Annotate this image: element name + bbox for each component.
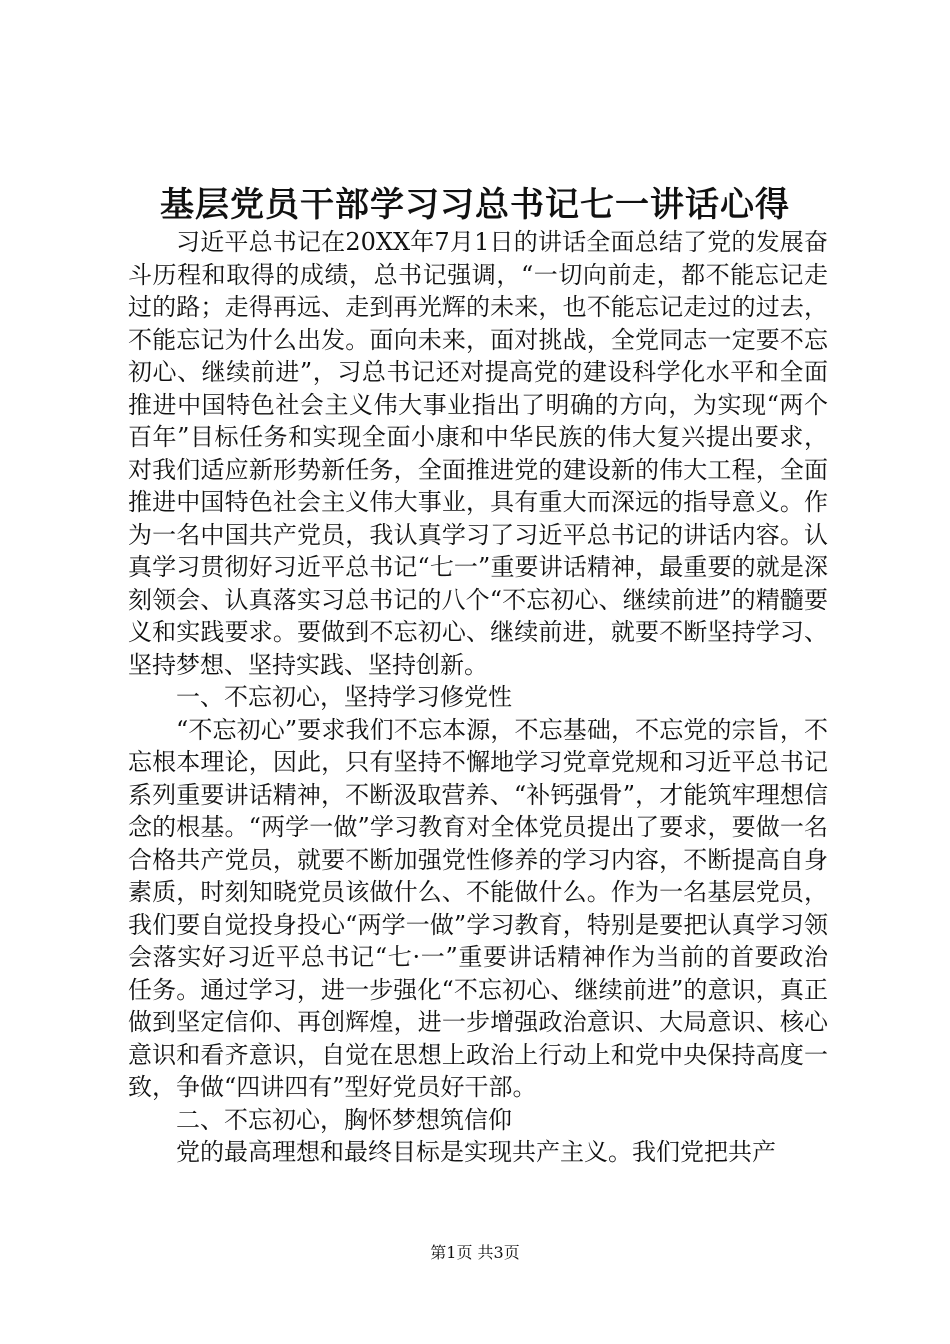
paragraph-section-2: 党的最高理想和最终目标是实现共产主义。我们党把共产 [176, 1138, 776, 1166]
section-heading-1: 一、不忘初心，坚持学习修党性 [176, 683, 512, 711]
page-footer: 第1页 共3页 [430, 1243, 520, 1262]
paragraph-intro: 习近平总书记在20XX年7月1日的讲话全面总结了党的发展奋斗历程和取得的成绩，总书记强调，“一切向前走，都不能忘记走过的路；走得再远、走到再光辉的未来，也不能忘记走过的过去，不能忘记为什么出发。面向未来，面对挑战，全党同志一定要不忘初心、继续前进”，习总书记还对提高党的建设科学化水平和全面推进中国特色社会主义伟大事业指出了明确的方向，为实现“两个百年”目标任务和实现全面小康和中华民族的伟大复兴提出要求，对我们适应新形势新任务，全面推进党的建设新的伟大工程，全面推进中国特色社会主义伟大事业，具有重大而深远的指导意义。作为一名中国共产党员，我认真学习了习近平总书记的讲话内容。认真学习贯彻好习近平总书记“七一”重要讲话精神，最重要的就是深刻领会、认真落实习总书记的八个“不忘初心、继续前进”的精髓要义和实践要求。要做到不忘初心、继续前进，就要不断坚持学习、坚持梦想、坚持实践、坚持创新。 [128, 228, 828, 679]
document-body [128, 226, 828, 1169]
document-title: 基层党员干部学习习总书记七一讲话心得 [160, 185, 790, 225]
section-heading-2: 二、不忘初心，胸怀梦想筑信仰 [176, 1105, 512, 1134]
paragraph-section-1: “不忘初心”要求我们不忘本源，不忘基础，不忘党的宗旨，不忘根本理论，因此，只有坚持不懈地学习党章党规和习近平总书记系列重要讲话精神，不断汲取营养、“补钙强骨”，才能筑牢理想信念的根基。“两学一做”学习教育对全体党员提出了要求，要做一名合格共产党员，就要不断加强党性修养的学习内容，不断提高自身素质，时刻知晓党员该做什么、不能做什么。作为一名基层党员，我们要自觉投身投心“两学一做”学习教育，特别是要把认真学习领会落实好习近平总书记“七·一”重要讲话精神作为当前的首要政治任务。通过学习，进一步强化“不忘初心、继续前进”的意识，真正做到坚定信仰、再创辉煌，进一步增强政治意识、大局意识、核心意识和看齐意识，自觉在思想上政治上行动上和党中央保持高度一致，争做“四讲四有”型好党员好干部。 [128, 715, 828, 1101]
